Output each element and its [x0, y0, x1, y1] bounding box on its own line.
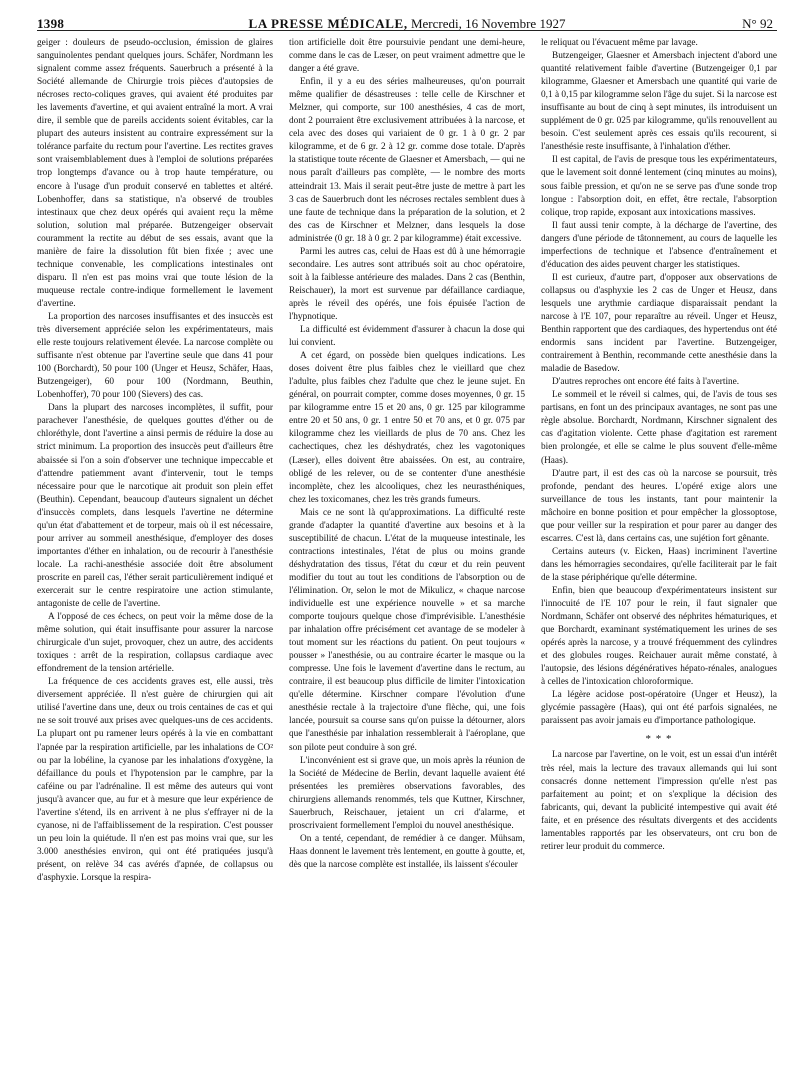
paragraph: Il faut aussi tenir compte, à la décharge de l'avertine, des dangers d'une période de tâtonnement, au cours de laquelle les imperfections de technique et l'absence d'entraînement et d'éducation des aides peuvent charger les statistiques. [541, 220, 777, 270]
page-number: 1398 [37, 16, 65, 31]
column-left [37, 37, 273, 885]
journal-title: LA PRESSE MÉDICALE, [248, 16, 408, 31]
paragraph: Enfin, bien que beaucoup d'expérimentateurs insistent sur l'innocuité de l'E 107 pour le rein, il faut signaler que Nordmann, Schäfer ont observé des néphrites hématuriques, et que Borchardt, examinant systématiquement les urines de ses opérés après la narcose, y a trouvé fréquemment des cylindres et des globules rouges. Reichauer aurait même constaté, à l'autopsie, des lésions dégénératives hépato-rénales, analogues à celles de l'intoxication chloroformique. [541, 585, 777, 688]
text-columns [37, 37, 777, 885]
paragraph: Dans la plupart des narcoses incomplètes, il suffit, pour parachever l'anesthésie, de quelques gouttes d'éther ou de chloréthyle, dont l'avertine a ainsi permis de réduire la dose au strict minimum. La proportion des insuccès peut d'ailleurs être abaissée si l'on a soin d'observer une technique impeccable et d'attendre patiemment avant d'intervenir, tout le temps nécessaire pour que le narcotique ait produit son plein effet (Beuthin). Cependant, beaucoup d'auteurs signalent un déchet d'insuccès complets, dans lesquels l'avertine ne détermine qu'un état d'abattement et de torpeur, mais où il est nécessaire, pour arriver au sommeil anesthésique, d'employer des doses importantes d'éther en inhalation, ou de recourir à l'anesthésie locale. La rachi-anesthésie associée doit être absolument proscrite en pareil cas, l'éther serait particulièrement indiqué et exercerait sur le centre respiratoire une action stimulante, antagoniste de celle de l'avertine. [37, 403, 273, 610]
paragraph: Enfin, il y a eu des séries malheureuses, qu'on pourrait même qualifier de désastreuses : telle celle de Kirschner et Melzner, qui comporte, sur 100 anesthésies, 4 cas de mort, dont 2 pourraient être exclusivement attribuées à la narcose, et cela avec des doses qui variaient de 0 gr. 1 à 0 gr. 2 par kilogramme, et de 6 gr. 2 à 12 gr. comme dose totale. D'après la statistique toute récente de Glaesner et Amersbach, — qui ne nous paraît d'ailleurs pas complète, — le nombre des morts atteindrait 13. Mais il serait peut-être juste de mettre à part les 3 cas de Sauerbruch dont les nécroses rectales semblent dues à une faute de technique dans la préparation de la solution, et 2 des cas de Kirschner et Melzner, dans lesquels la dose administrée (0 gr. 18 à 0 gr. 2 par kilogramme) était excessive. [289, 77, 525, 244]
paragraph: geiger : douleurs de pseudo-occlusion, émission de glaires sanguinolentes pendant quelques jours. Schäfer, Nordmann les signalent comme assez fréquents. Sauerbruch a présenté à la Société allemande de Chirurgie trois pièces d'autopsies de nécroses recto-coliques graves, qui avaient été produites par les lavements d'avertine, et qui avaient entraîné la mort. A vrai dire, il semble que de pareils accidents soient évitables, car la plupart des auteurs insistent au contraire expressément sur la tolérance parfaite du rectum pour l'avertine. Les rectites graves sont vraisemblablement dues à l'emploi de solutions préparées trop longtemps d'avance ou à trop haute température, ou encore à l'usage d'un produit conservé en tablettes et altéré. Lobenhoffer, dans sa statistique, n'a observé de troubles intestinaux que chez deux opérés qui avaient reçu la même solution, solution mal préparée. Butzengeiger observait couramment la rectite au début de ses essais, avant que la manière de faire la dissolution fût bien fixée ; avec une technique convenable, les complications intestinales ont disparu. Il n'en est pas moins vrai que toute lésion de la muqueuse rectale contre-indique formellement le lavement d'avertine. [37, 38, 273, 309]
paragraph: Butzengeiger, Glaesner et Amersbach injectent d'abord une quantité relativement faible d'avertine (Butzengeiger 0,1 par kilogramme, Glaesner et Amersbach une quantité qui varie de 0,1 à 0,15 par kilogramme selon l'âge du sujet. Si la narcose est insuffisante au bout de cinq à sept minutes, ils introduisent un supplément de 0 gr. 025 par kilogramme, qu'ils renouvellent au besoin. C'est seulement après ces essais qu'ils recourent, si l'anesthésie reste insuffisante, à l'inhalation d'éther. [541, 51, 777, 153]
section-separator: * * * [645, 733, 673, 746]
paragraph: On a tenté, cependant, de remédier à ce danger. Mühsam, Haas donnent le lavement très lentement, en goutte à goutte, et, dès que la narcose complète est installée, ils laissent s'écouler [289, 833, 525, 870]
paragraph: La fréquence de ces accidents graves est, elle aussi, très diversement appréciée. Il n'est guère de chirurgien qui ait utilisé l'avertine dans une, deux ou trois centaines de cas et qui ne se soit trouvé aux prises avec quelques-uns de ces accidents. La plupart ont pu ramener leurs opérés à la vie en combattant l'apnée par la respiration artificielle, par les inhalations de CO² ou par la lobéline, la cyanose par les inhalations d'oxygène, la défaillance du pouls et l'hypotension par le camphre, par la caféine ou par l'adrénaline. Il est même des auteurs qui vont jusqu'à avancer que, au fur et à mesure que leur expérience de l'avertine s'étend, ils en arrivent à ne plus s'effrayer ni de la cyanose, ni de l'affaiblissement de la respiration. C'est pousser un peu loin la quiétude. Il n'en est pas moins vrai que, sur les 3.000 anesthésies environ, qui ont été pratiquées jusqu'à présent, on relève 34 cas avérés d'apnée, de collapsus ou d'asphyxie. Lorsque la respira- [37, 677, 273, 883]
issue-number: N° 92 [742, 16, 773, 31]
column-middle [289, 37, 525, 885]
paragraph: Mais ce ne sont là qu'approximations. La difficulté reste grande d'adapter la quantité d'avertine aux besoins et à la susceptibilité de chacun. L'état de la muqueuse intestinale, les contractions intestinales, l'état de plus ou moins grande déshydratation des tissus, l'état du cœur et du rein peuvent modifier du tout au tout les conditions de l'absorption ou de l'élimination. Or, selon le mot de Mikulicz, « chaque narcose individuelle est une expérience nouvelle » et sa marche comporte toujours quelque chose d'imprévisible. L'anesthésie par inhalation offre précisément cet avantage de se modeler à tout moment sur les réactions du patient. On peut toujours « pousser » l'anesthésie, ou au contraire écarter le masque ou la compresse. Une fois le lavement d'avertine dans le rectum, au contraire, il est beaucoup plus difficile de limiter l'intoxication qu'elle détermine. Kirschner compare l'évolution d'une anesthésie rectale à la trajectoire d'une flèche, qui, une fois lancée, poursuit sa course sans qu'on puisse la détourner, alors que l'anesthésie par inhalation ressemblerait à l'aéroplane, que son pilote peut conduire à son gré. [289, 507, 525, 753]
page-header [37, 0, 777, 31]
running-title [37, 16, 777, 32]
paragraph: La narcose par l'avertine, on le voit, est un essai d'un intérêt très réel, mais la lecture des travaux allemands qui lui sont consacrés donne nettement l'impression qu'elle n'est pas parfaitement au point; et on s'explique la décision des fabricants, qui, devant la publicité intempestive qui avait été faite, et en présence des résultats divergents et des accidents lamentables rapportés par les observateurs, ont cru bon de retirer leur produit du commerce. [541, 750, 777, 852]
column-right [541, 37, 777, 885]
paragraph: L'inconvénient est si grave que, un mois après la réunion de la Société de Médecine de Berlin, devant laquelle avaient été présentées les premières observations favorables, des chirurgiens allemands renommés, tels que Kuttner, Kirschner, Sauerbruch, Reischauer, jetaient un cri d'alarme, et proscrivaient formellement l'emploi du nouvel anesthésique. [289, 755, 525, 831]
paragraph: A l'opposé de ces échecs, on peut voir la même dose de la même solution, qui était insuffisante pour assurer la narcose chirurgicale d'un sujet, provoquer, chez un autre, des accidents toxiques : arrêt de la respiration, collapsus cardiaque avec effondrement de la tension artérielle. [37, 612, 273, 675]
paragraph: Le sommeil et le réveil si calmes, qui, de l'avis de tous ses partisans, en font un des principaux avantages, ne sont pas une règle absolue. Borchardt, Nordmann, Kirschner signalent des cas d'agitation violente. Cette phase d'agitation est rarement bien prolongée, et elle se calme le plus souvent d'elle-même (Haas). [541, 390, 777, 466]
paragraph: Certains auteurs (v. Eicken, Haas) incriminent l'avertine dans les hémorragies secondaires, qu'elle faciliterait par le fait de la stase périphérique qu'elle détermine. [541, 546, 777, 583]
paragraph: La légère acidose post-opératoire (Unger et Heusz), la glycémie passagère (Haas), qui ont été parfois signalées, ne paraissent pas avoir jamais eu d'importance pathologique. [541, 690, 777, 727]
paragraph: Il est curieux, d'autre part, d'opposer aux observations de collapsus ou d'asphyxie les 2 cas de Unger et Heusz, dans lesquels une arythmie cardiaque disparaissait pendant la narcose à l'E 107, pour reparaître au réveil. Unger et Heusz, Benthin rapportent que des cardiaques, des hypertendus ont été endormis sans incident par l'avertine. Butzengeiger, contrairement à Benthin, recommande cette anesthésie dans la maladie de Basedow. [541, 272, 777, 375]
paragraph: tion artificielle doit être poursuivie pendant une demi-heure, comme dans le cas de Læser, on peut vraiment admettre que le danger a été grave. [289, 38, 525, 75]
paragraph: D'autres reproches ont encore été faits à l'avertine. [552, 377, 740, 388]
paragraph: La proportion des narcoses insuffisantes et des insuccès est très diversement appréciée selon les expérimentateurs, mais elle reste toujours relativement élevée. La narcose complète ou suffisante n'est obtenue par l'avertine seule que dans 41 pour 100 (Borchardt), 50 pour 100 (Unger et Heusz, Schäfer, Haas, Butzengeiger), 60 pour 100 (Nordmann, Beuthin, Lobenhoffer), 70 pour 100 (Sievers) des cas. [37, 311, 273, 401]
paragraph: La difficulté est évidemment d'assurer à chacun la dose qui lui convient. [289, 325, 525, 349]
paragraph: A cet égard, on possède bien quelques indications. Les doses doivent être plus faibles chez le vieillard que chez l'adulte, plus faibles chez l'adulte que chez le jeune sujet. En général, on pourrait compter, comme doses moyennes, 0 gr. 15 par kilogramme entre 15 et 20 ans, 0 gr. 125 par kilogramme entre 20 et 50 ans, 0 gr. 1 entre 50 et 70 ans, et 0 gr. 075 par kilogramme chez les vieillards de plus de 70 ans. Chez les cachectiques, chez les déshydratés, chez les vagotoniques (Læser), elles doivent être abaissées. On est, au contraire, obligé de les relever, ou de se contenter d'une anesthésie incomplète, chez les alcooliques, chez les neurasthéniques, chez les toxicomanes, chez les très grands fumeurs. [289, 351, 525, 505]
paragraph: le reliquat ou l'évacuent même par lavage. [541, 38, 698, 48]
paragraph: D'autre part, il est des cas où la narcose se poursuit, très profonde, pendant des heures. L'opéré exige alors une surveillance de tous les instants, tant pour maintenir la mâchoire en bonne position et pour empêcher la glossoptose, que pour veiller sur la respiration et pour parer au danger des escarres. C'est là, dans certains cas, une sujétion fort gênante. [541, 468, 777, 544]
paragraph: Il est capital, de l'avis de presque tous les expérimentateurs, que le lavement soit donné lentement (cinq minutes au moins), sous faible pression, et qu'on ne se serve pas d'une sonde trop longue : l'absorption doit, en effet, être rectale, l'absorption colique, trop rapide, exposant aux intoxications massives. [541, 155, 777, 218]
issue-date: Mercredi, 16 Novembre 1927 [410, 16, 566, 31]
paragraph: Parmi les autres cas, celui de Haas est dû à une hémorragie secondaire. Les autres sont attribués soit au choc opératoire, soit à la faiblesse antérieure des malades. Dans 2 cas (Benthin, Reischauer), la mort est survenue par défaillance cardiaque, après le réveil des opérés, une fois épuisée l'action de l'hypnotique. [289, 246, 525, 322]
